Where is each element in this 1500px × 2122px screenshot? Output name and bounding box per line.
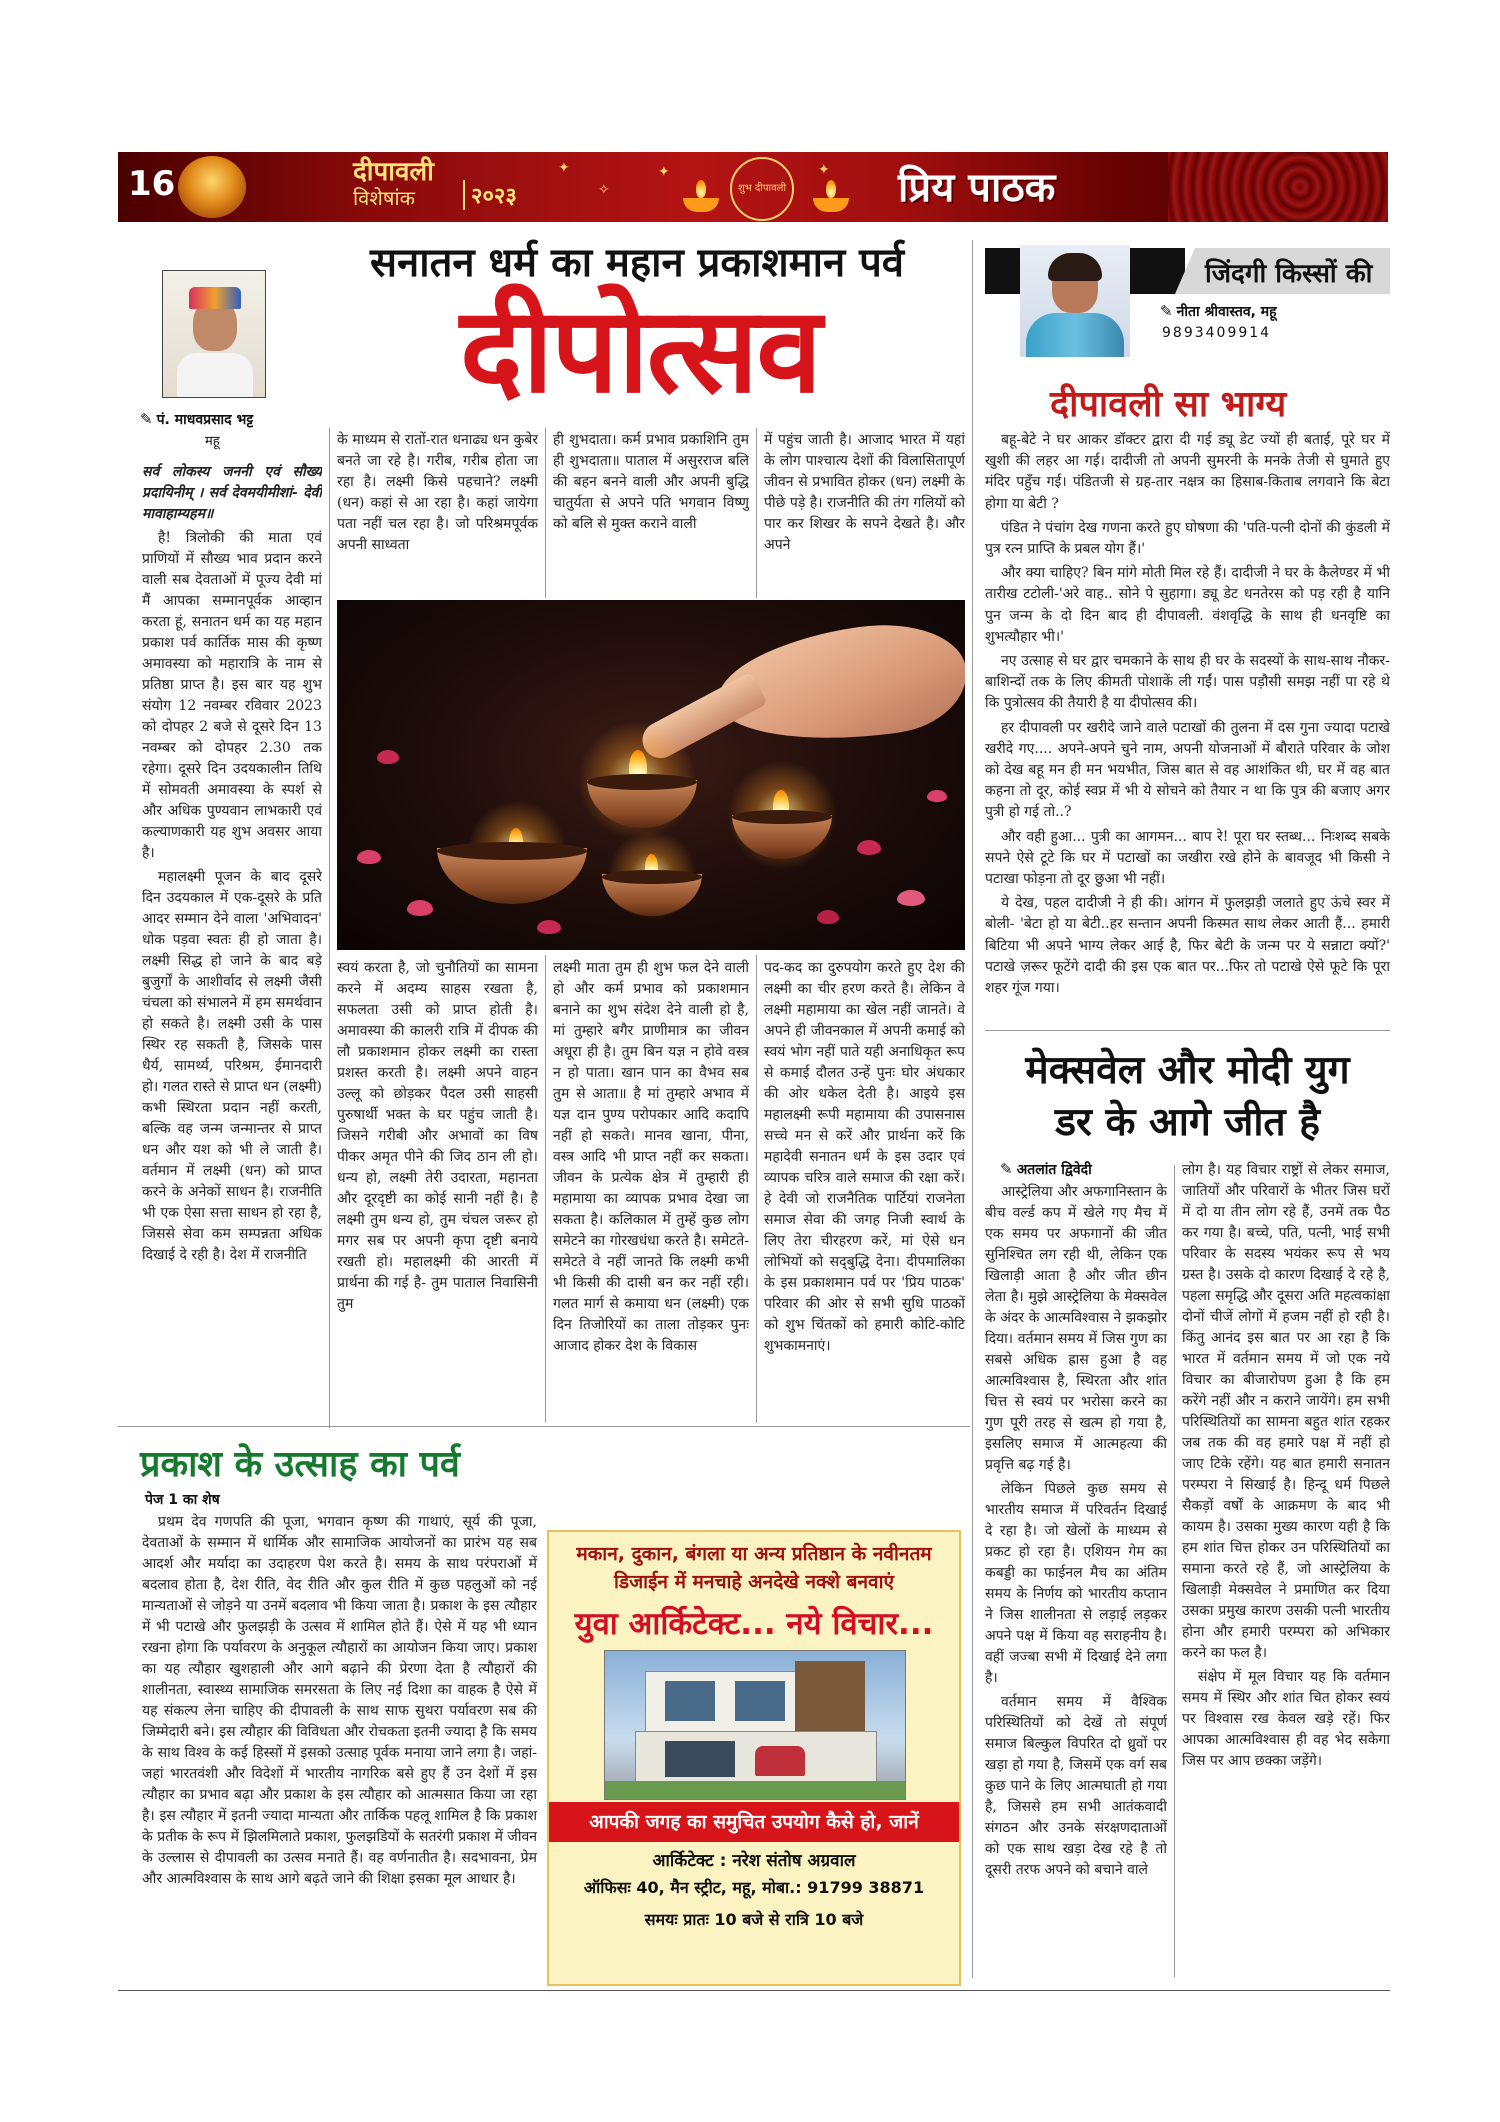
- rangoli-decoration: [1168, 152, 1388, 222]
- main-article-col1: [142, 462, 322, 1424]
- columnist-phone: 9893409914: [1162, 325, 1272, 341]
- page-header-banner: [118, 152, 1388, 222]
- diya-lamps-photo: [337, 600, 965, 950]
- columnist-saree: [1026, 313, 1124, 357]
- diya-flame-icon: [696, 180, 706, 198]
- newspaper-name: प्रिय पाठक: [898, 165, 1056, 211]
- pen-icon: ✎: [140, 410, 153, 428]
- prakash-article-body: प्रथम देव गणपति की पूजा, भगवान कृष्ण की गाथाएं, सूर्य की पूजा, देवताओं के सम्मान में धार्मिक और सामाजिक आयोजनों का प्रारंभ यह सब आदर्श और मर्यादा का उदाहरण पेश करते है। समय के साथ परंपराओं में बदलाव होता है, देश रीति, वेद रीति और कुल रीति में कुछ पहलुओं को नई मान्यताओं से जोड़ने या उनमें बदलाव भी किया जाता है। प्रकाश के इस त्यौहार में भी पटाखे और फुलझड़ी के उत्सव में शामिल होते हैं। ऐसे में यह भी ध्यान रखना होगा कि पर्यावरण के अनुकूल त्यौहारों का आयोजन किया जाए। प्रकाश का यह त्यौहार खुशहाली और आगे बढ़ाने की प्रेरणा देता है त्यौहारों की शालीनता, स्वास्थ्य सामाजिक समरसता के लिए नई दिशा का वाहक है ऐसे में यह संकल्प लेना चाहिए की दीपावली के साथ साफ सुथरा पर्यावरण सब की जिम्मेदारी बने। इस त्यौहार की विविधता और रोचकता इतनी ज्यादा है कि समय के साथ विश्व के कई हिस्सों में इसको उत्साह पूर्वक मनाया जाने लगा है। जहां-जहां भारतवंशी और विदेशों में भारतीय नागरिक बसे हुए हैं उन देशों में इस त्यौहार का प्रभाव बढ़ा और प्रकाश के इस त्यौहार को आत्मसात किया जा रहा है। इस त्यौहार में इतनी ज्यादा मान्यता और तार्किक पहलू शामिल है कि प्रकाश के प्रतीक के रूप में झिलमिलाते प्रकाश, फुलझडियों के सतरंगी प्रकाश में जीवन के उल्लास से दीपावली का उत्सव मनाते हैं। वह वर्णनातीत है। सदभावना, प्रेम और आत्मविश्वास के साथ आगे बढ़ते जाने की शिक्षा इसका मूल आधार है।: [142, 1514, 537, 1887]
- shloka: सर्व लोकस्य जननी एवं सौख्य प्रदायिनीम् । सर्व देवमयीमीशां- देवी मावाहाम्यहम॥: [142, 464, 322, 522]
- paragraph: है! त्रिलोकी की माता एवं प्राणियों में सौख्य भाव प्रदान करने वाली सब देवताओं में पूज्य देवी मां मैं आपका सम्मानपूर्वक आव्हान करता हूं, सनातन धर्म का यह महान प्रकाश पर्व कार्तिक मास की कृष्ण अमावस्या को महारात्रि के नाम से प्रतिष्ठा प्राप्त है। इस बार यह शुभ संयोग 12 नवम्बर रविवार 2023 को दोपहर 2 बजे से दूसरे दिन 13 नवम्बर को दोपहर 2.30 तक रहेगा। दूसरे दिन उदयकालीन तिथि में सोमवती अमावस्या के स्पर्श से और अधिक पुण्यवान लाभकारी एवं कल्याणकारी यह शुभ अवसर आया है।: [142, 530, 322, 861]
- paragraph: महालक्ष्मी पूजन के बाद दूसरे दिन उदयकाल में एक-दूसरे के प्रति आदर सम्मान देने वाला 'अभिवादन' धोक पड़वा स्वतः ही हो जाता है। लक्ष्मी सिद्ध हो जाने के बाद बड़े बुजुर्गों के आशीर्वाद से लक्ष्मी जैसी चंचला को संभालने में हम समर्थवान हो सकते है। लक्ष्मी उसी के पास स्थिर रह सकती है, जिसके पास धैर्य, सामर्थ्य, परिश्रम, ईमानदारी हो। गलत रास्ते से प्राप्त धन (लक्ष्मी) कभी स्थिरता प्रदान नहीं करती, बल्कि वह जन्म जन्मान्तर से प्राप्त धन और यश को भी ले जाती है। वर्तमान में लक्ष्मी (धन) को प्राप्त करने के अनेकों साधन है। राजनीति भी एक ऐसा सत्ता साधन हो रहा है, जिससे सेवा कम सम्पन्नता अधिक दिखाई दे रही है। देश में राजनीति: [142, 869, 322, 1263]
- prakash-article-title: प्रकाश के उत्साह का पर्व: [140, 1444, 460, 1485]
- sparkle-icon: ✦: [818, 162, 830, 178]
- main-article-col2-top: के माध्यम से रातों-रात धनाढ्य धन कुबेर बनते जा रहे है। गरीब, गरीब होता जा रहा है। लक्ष्मी किसे पहचाने? लक्ष्मी (धन) कहां से आ रहा है। कहां जायेगा पता नहीं चल रहा है। जो परिश्रमपूर्वक अपनी साध्वता: [337, 432, 538, 553]
- pen-icon: ✎: [1160, 302, 1173, 320]
- columnist-hair: [1048, 253, 1102, 281]
- main-article-col4-bottom: पद-कद का दुरुपयोग करते हुए देश की लक्ष्मी का चीर हरण करते है। लेकिन वे लक्ष्मी महामाया का खेल नहीं जानते। वे अपने ही जीवनकाल में अपनी कमाई को स्वयं भोग नहीं पाते यही अनाधिकृत रूप से कमाई दौलत उन्हें पुनः घोर अंधकार की ओर धकेल देती है। आइये इस महालक्ष्मी रूपी महामाया की उपासनास सच्चे मन से करें और प्रार्थना करें कि महादेवी सनातन धर्म के इस उदार एवं व्यापक चरित्र वाले समाज की रक्षा करें। हे देवी जो राजनैतिक पार्टियां राजनेता समाज सेवा की जगह निजी स्वार्थ के लिए तेरा चीरहरण करें, मां ऐसे धन लोभियों को सद्‌बुद्धि देना। दीपमालिका के इस प्रकाशमान पर्व पर 'प्रिय पाठक' परिवार की ओर से सभी सुधि पाठकों को शुभ चिंतकों को हमारी कोटि-कोटि शुभकामनाएं।: [764, 960, 965, 1354]
- main-article-col3-top: ही शुभदाता। कर्म प्रभाव प्रकाशिनि तुम ही शुभदाता॥ पाताल में असुरराज बलि की बहन बनने वाली और अपनी बुद्धि चातुर्यता से अपने पति भगवान विष्णु को बलि से मुक्त कराने वाली: [553, 432, 749, 532]
- main-article-title: दीपोत्सव: [460, 281, 820, 419]
- ad-brand-name: युवा आर्किटेक्ट... नये विचार...: [574, 1606, 934, 1642]
- maxwell-article-col1: आस्ट्रेलिया और अफगानिस्तान के बीच वर्ल्ड कप में खेले गए मैच में एक समय पर अफगानों की जीत सुनिश्चित लग रही थी, लेकिन एक खिलाड़ी आता है और जीत छीन लेता है। मुझे आस्ट्रेलिया के मेक्सवेल के अंदर के आत्मविश्वास ने झकझोर दिया। वर्तमान समय में जिस गुण का सबसे अधिक ह्रास हुआ है वह आत्मविश्वास है, स्थिरता और शांत चित्त से स्वयं पर भरोसा करने का गुण पूरी तरह से खत्म हो गया है, इसलिए समाज में आत्महत्या की प्रवृत्ति बढ़ गई है। लेकिन पिछले कुछ समय से भारतीय समाज में परिवर्तन दिखाई दे रहा है। जो खेलों के माध्यम से प्रकट हो रहा है। एशियन गेम का कबड्डी का फाईनल मैच का अंतिम समय के निर्णय को भारतीय कप्तान ने जिस शालीनता से लड़ाई लड़कर अपने पक्ष में किया वह सराहनीय है। वहीं जज्बा सभी में दिखाई देने लगा है। वर्तमान समय में वैश्विक परिस्थितियों को देखें तो संपूर्ण समाज बिल्कुल विपरित दो ध्रुवों पर खड़ा हो गया है, जिसमें एक वर्ग सब कुछ पाने के लिए आत्मघाती हो गया है, जिससे हम सभी आतंकवादी संगठन और उनके संरक्षणदाताओं को एक साथ खड़ा देख रहे है तो दूसरी तरफ अपने को बचाने वाले: [985, 1184, 1167, 1878]
- architect-advertisement: [547, 1530, 961, 1986]
- author-byline: [140, 410, 253, 429]
- story-title: दीपावली सा भाग्य: [1050, 384, 1287, 425]
- main-article-col3-bottom: लक्ष्मी माता तुम ही शुभ फल देने वाली हो और कर्म प्रभाव को प्रकाशमान बनाने का शुभ संदेश देने वाली हो है, मां तुम्हारे बगैर प्राणीमात्र का जीवन अधूरा ही है। तुम बिन यज्ञ न होवे वस्त्र न हो पाता। खान पान का वैभव सब तुम से आता॥ है मां तुम्हारे अभाव में यज्ञ दान पुण्य परोपकार आदि कदापि नहीं हो सकते। मानव खाना, पीना, वस्त्र आदि भी प्राप्त नहीं कर सकता। जीवन के प्रत्येक क्षेत्र में तुम्हारी ही महामाया का व्यापक प्रभाव देखा जा सकता है। कलिकाल में तुम्हें कुछ लोग समेटने का गोरखधंधा करते है। समेटते-समेटते वे नहीं जानते कि लक्ष्मी कभी भी किसी की दासी बन कर नहीं रही। गलत मार्ग से कमाया धन (लक्ष्मी) एक दिन तिजोरियों का ताला तोड़कर पुनः आजाद होकर देश के विकास: [553, 960, 749, 1354]
- sparkle-icon: ✧: [598, 182, 610, 198]
- diya-icon: [813, 198, 849, 212]
- maxwell-article-col2: लोग है। यह विचार राष्ट्रों से लेकर समाज, जातियों और परिवारों के भीतर जिस घरों में दो या तीन लोग रहे हैं, उनमें तक पैठ कर गया है। बच्चे, पति, पत्नी, भाई सभी परिवार के सदस्य भयंकर रूप से भय ग्रस्त है। उसके दो कारण दिखाई दे रहे है, पहला समृद्धि और दूसरा अति महत्वकांक्षा दोनों चीजें लोगों में हजम नहीं हो रही है। किंतु आनंद इस बात पर आ रहा है कि भारत में वर्तमान समय में जो एक नये विचार का बीजारोपण हुआ है कि हम करेंगे नहीं और न कराने जायेंगे। हम सभी परिस्थितियों का सामना बहुत शांत रहकर जब तक की वह हमारे पक्ष में नहीं हो जाए टिके रहेंगे। यह बात हमारी सनातन परम्परा ने सिखाई है। हिन्दू धर्म पिछले सैकड़ों वर्षों के आक्रमण के बाद भी कायम है। उसका मुख्य कारण यही है कि हम शांत चित्त होकर उन परिस्थितियों का समाना करते रहे हैं, जो आस्ट्रेलिया के खिलाड़ी मेक्सवेल ने प्रमाणित कर दिया उसका प्रमुख कारण उसकी पत्नी भारतीय होना और हमारी परम्परा को अभिकार करने का फल है। संक्षेप में मूल विचार यह कि वर्तमान समय में स्थिर और शांत चित होकर स्वयं पर विश्वास रख केवल खड़े रहें। फिर आपका आत्मविश्वास ही वह भेद सकेगा जिस पर आप छक्का जड़ेंगे।: [1182, 1162, 1390, 1769]
- issue-subtitle: विशेषांक: [353, 186, 415, 210]
- issue-label: [353, 158, 434, 210]
- continued-from-label: पेज 1 का शेष: [145, 1492, 220, 1508]
- sparkle-icon: ✦: [558, 160, 570, 176]
- ad-architect-name: आर्किटेक्ट : नरेश संतोष अग्रवाल: [652, 1851, 856, 1871]
- columnist-byline: [1160, 302, 1277, 321]
- issue-name: दीपावली: [353, 157, 434, 187]
- ad-tagline: मकान, दुकान, बंगला या अन्य प्रतिष्ठान के नवीनतम डिजाईन में मनचाहे अनदेखे नक्शे बनवाएं: [576, 1543, 932, 1593]
- columnist-photo: [1020, 245, 1130, 357]
- ad-timing: समयः प्रातः 10 बजे से रात्रि 10 बजे: [644, 1910, 864, 1929]
- maxwell-article-title: मेक्सवेल और मोदी युग डर के आगे जीत है: [1025, 1048, 1350, 1145]
- author-photo: [162, 270, 266, 398]
- topi-cap: [189, 287, 241, 309]
- maxwell-author-byline: [1000, 1160, 1092, 1179]
- sparkle-icon: ✦: [658, 164, 670, 180]
- issue-year: २०२३: [463, 180, 517, 210]
- pen-icon: ✎: [1000, 1160, 1013, 1178]
- house-render-image: [604, 1650, 906, 1800]
- main-article-col2-bottom: स्वयं करता है, जो चुनौतियों का सामना करने में अदम्य साहस रखता है, सफलता उसी को प्राप्त होती है। अमावस्या की कालरी रात्रि में दीपक की लौ प्रकाशमान होकर लक्ष्मी का रास्ता प्रशस्त करती है। लक्ष्मी अपने वाहन उल्लू को छोड़कर पैदल उसी साहसी पुरुषार्थी भक्त के घर पहुंच जाती है। जिसने गरीबी और अभावों का विष पीकर अमृत पीने की जिद ठान ली हो। धन्य हो, लक्ष्मी तेरी उदारता, महानता और दूरदृष्टी का कोई सानी नहीं है। है लक्ष्मी तुम धन्य हो, तुम चंचल जरूर हो मगर सब पर अपनी कृपा दृष्टी बनाये रखती हो। महालक्ष्मी की आरती में प्रार्थना की गई है- तुम पाताल निवासिनी तुम: [337, 960, 538, 1312]
- diya-icon: [683, 198, 719, 212]
- author-location: महू: [205, 434, 220, 449]
- column-name: जिंदगी किस्सों की: [1205, 259, 1373, 289]
- main-article-kicker: सनातन धर्म का महान प्रकाशमान पर्व: [370, 240, 905, 286]
- author-name: पं. माधवप्रसाद भट्ट: [156, 412, 254, 428]
- maxwell-author-name: अतलांत द्विवेदी: [1016, 1162, 1092, 1178]
- ad-red-band: आपकी जगह का समुचित उपयोग कैसे हो, जानें: [549, 1802, 959, 1842]
- story-body: बहू-बेटे ने घर आकर डॉक्टर द्वारा दी गई ड्यू डेट ज्यों ही बताई, पूरे घर में खुशी की लहर आ गई। दादीजी तो अपनी सुमरनी के मनके तेजी से घुमाते हुए मंदिर पहुँच गई। पंडितजी से ग्रह-तार नक्षत्र का हिसाब-किताब लगवाने कि बेटा होगा या बेटी ? पंडित ने पंचांग देख गणना करते हुए घोषणा की 'पति-पत्नी दोनों की कुंडली में पुत्र रत्न प्राप्ति के प्रबल योग हैं।' और क्या चाहिए? बिन मांगे मोती मिल रहे हैं। दादीजी ने घर के कैलेण्डर में भी तारीख टटोली-'अरे वाह.. सोने पे सुहागा। ड्यू डेट धनतेरस को पड़ रही है यानि पुन जन्म के दो दिन बाद ही दीपावली. वंशवृद्धि के साथ ही धनवृष्टि का शुभत्यौहार भी।' नए उत्साह से घर द्वार चमकाने के साथ ही घर के सदस्यों के साथ-साथ नौकर- बाशिन्दों तक के लिए कीमती पोशाकें ली गईं। पास पड़ौसी समझ नहीं पा रहे थे कि पुत्रोत्सव की तैयारी है या दीपोत्सव की। हर दीपावली पर खरीदे जाने वाले पटाखों की तुलना में दस गुना ज्यादा पटाखे खरीदे गए.... अपने-अपने चुने नाम, अपनी योजनाओं में बौराते परिवार के जोश को देख बहू मन ही मन भयभीत, जिस बात से वह आशंकित थी, घर में वह बात कहना तो दूर, कोई स्वप्न में भी ये सोचने को तैयार न था कि पुत्र की बजाए अगर पुत्री हो गई तो..? और वही हुआ... पुत्री का आगमन... बाप रे! पूरा घर स्तब्ध... निःशब्द सबके सपने ऐसे टूटे कि घर में पटाखों का जखीरा रखे होने के बावजूद भी किसी ने पटाखा फोड़ना तो दूर छुआ भी नहीं। ये देख, पहल दादीजी ने ही की। आंगन में फुलझड़ी जलाते हुए ऊंचे स्वर में बोली- 'बेटा हो या बेटी..हर सन्तान अपनी किस्मत साथ लेकर आती हैं... हमारी बिटिया भी अपने भाग्य लेकर आई है, फिर बेटी के जन्म पर ये सन्नाटा क्यों?' पटाखे ज़रूर फूटेंगे दादी की इस एक बात पर...फिर तो पटाखे ऐसे फूटे कि पूरा शहर गूंज गया।: [985, 432, 1390, 997]
- author-shoulders: [177, 353, 253, 397]
- goddess-lakshmi-icon: [178, 156, 246, 218]
- main-article-col4-top: में पहुंच जाती है। आजाद भारत में यहां के लोग पाश्चात्य देशों की विलासितापूर्ण जीवन से प्रभावित होकर (धन) लक्ष्मी के पीछे पड़े है। राजनीति की तंग गलियों को पार कर शिखर के सपने देखते है। और अपने: [764, 432, 965, 553]
- shubh-deepawali-emblem: शुभ दीपावली: [730, 157, 794, 221]
- columnist-name: नीता श्रीवास्तव, महू: [1176, 304, 1277, 320]
- diya-flame-icon: [826, 180, 836, 198]
- page-number: 16: [128, 164, 176, 204]
- ad-office-address: ऑफिसः 40, मैन स्ट्रीट, महू, मोबा.: 91799 38871: [583, 1878, 925, 1897]
